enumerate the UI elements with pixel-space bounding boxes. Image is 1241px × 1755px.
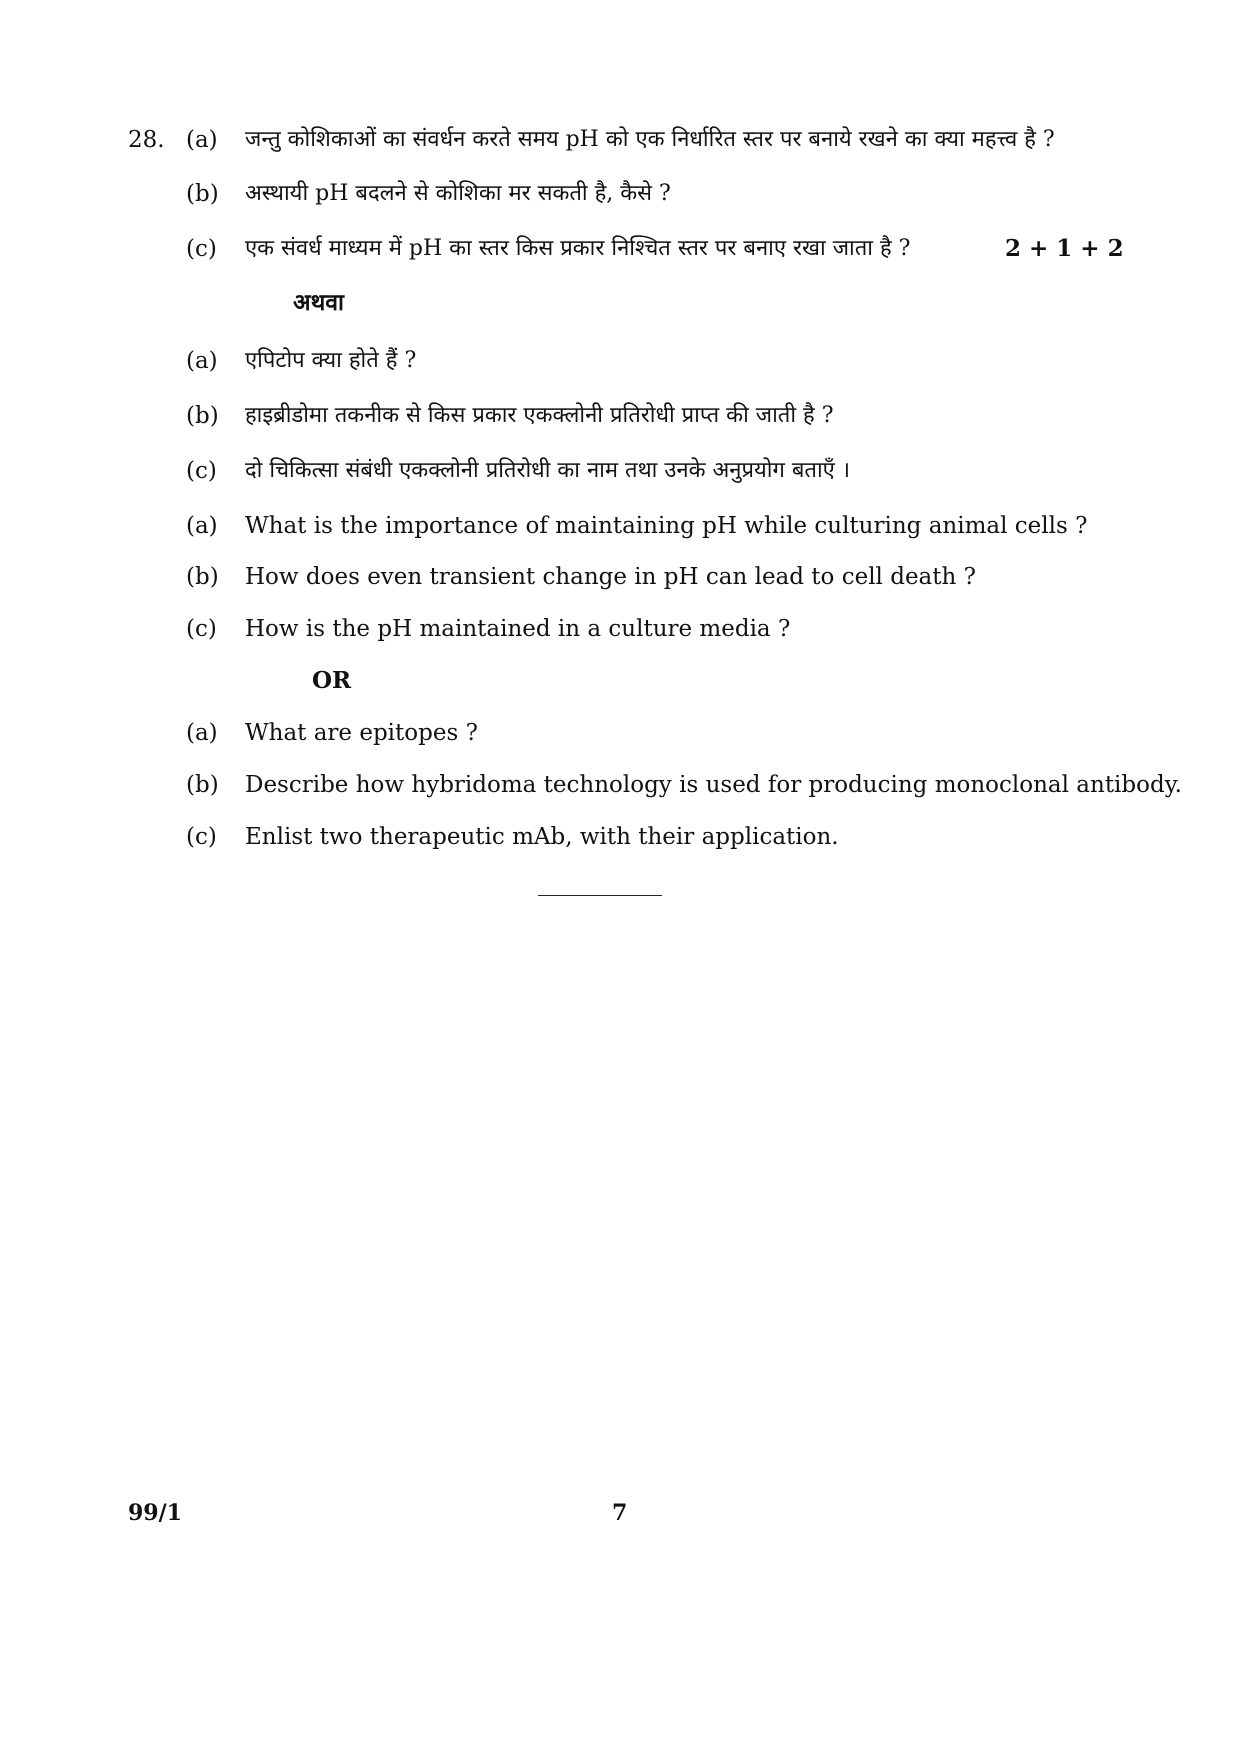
or-heading-english: OR — [312, 667, 352, 694]
part-text: What is the importance of maintaining pH while culturing animal cells ? — [245, 513, 1088, 539]
question-28-english-or-part-b — [0, 765, 1241, 805]
paper-code: 99/1 — [128, 1500, 182, 1526]
part-text: Enlist two therapeutic mAb, with their application. — [245, 824, 839, 850]
question-28-hindi-part-b — [0, 174, 1241, 214]
part-text: How is the pH maintained in a culture media ? — [245, 616, 791, 642]
question-28-english-part-a — [0, 506, 1241, 546]
question-28-english-part-c — [0, 609, 1241, 649]
part-text: हाइब्रीडोमा तकनीक से किस प्रकार एकक्लोनी प्रतिरोधी प्राप्त की जाती है ? — [245, 403, 834, 428]
end-divider — [538, 895, 662, 896]
question-28-english-or-part-c — [0, 817, 1241, 857]
part-label: (c) — [186, 236, 217, 262]
part-label: (a) — [186, 720, 218, 746]
part-text: अस्थायी pH बदलने से कोशिका मर सकती है, कैसे ? — [245, 181, 671, 206]
part-text: जन्तु कोशिकाओं का संवर्धन करते समय pH को एक निर्धारित स्तर पर बनाये रखने का क्या महत्त्व है ? — [245, 127, 1055, 152]
question-28-hindi-part-a — [0, 120, 1241, 160]
part-text: एपिटोप क्या होते हैं ? — [245, 348, 417, 373]
question-28-english-part-b — [0, 557, 1241, 597]
or-heading-hindi: अथवा — [293, 289, 345, 316]
part-label: (c) — [186, 824, 217, 850]
question-28-english-or-part-a — [0, 713, 1241, 753]
marks-allocation: 2 + 1 + 2 — [1005, 235, 1124, 262]
part-label: (a) — [186, 513, 218, 539]
part-label: (a) — [186, 348, 218, 374]
question-28-hindi-or-part-c — [0, 451, 1241, 491]
part-label: (a) — [186, 127, 218, 153]
part-text: दो चिकित्सा संबंधी एकक्लोनी प्रतिरोधी का नाम तथा उनके अनुप्रयोग बताएँ । — [245, 458, 851, 483]
part-label: (b) — [186, 772, 219, 798]
part-label: (b) — [186, 403, 219, 429]
question-28-hindi-or-part-a — [0, 341, 1241, 381]
page-number: 7 — [612, 1500, 628, 1526]
part-text: What are epitopes ? — [245, 720, 478, 746]
part-text: How does even transient change in pH can lead to cell death ? — [245, 564, 976, 590]
part-label: (c) — [186, 458, 217, 484]
part-text: एक संवर्ध माध्यम में pH का स्तर किस प्रकार निश्चित स्तर पर बनाए रखा जाता है ? — [245, 236, 911, 261]
question-28-hindi-part-c — [0, 229, 1241, 269]
part-label: (b) — [186, 564, 219, 590]
part-label: (b) — [186, 181, 219, 207]
question-number: 28. — [128, 127, 165, 153]
part-label: (c) — [186, 616, 217, 642]
question-28-hindi-or-part-b — [0, 396, 1241, 436]
part-text: Describe how hybridoma technology is used for producing monoclonal antibody. — [245, 772, 1182, 798]
